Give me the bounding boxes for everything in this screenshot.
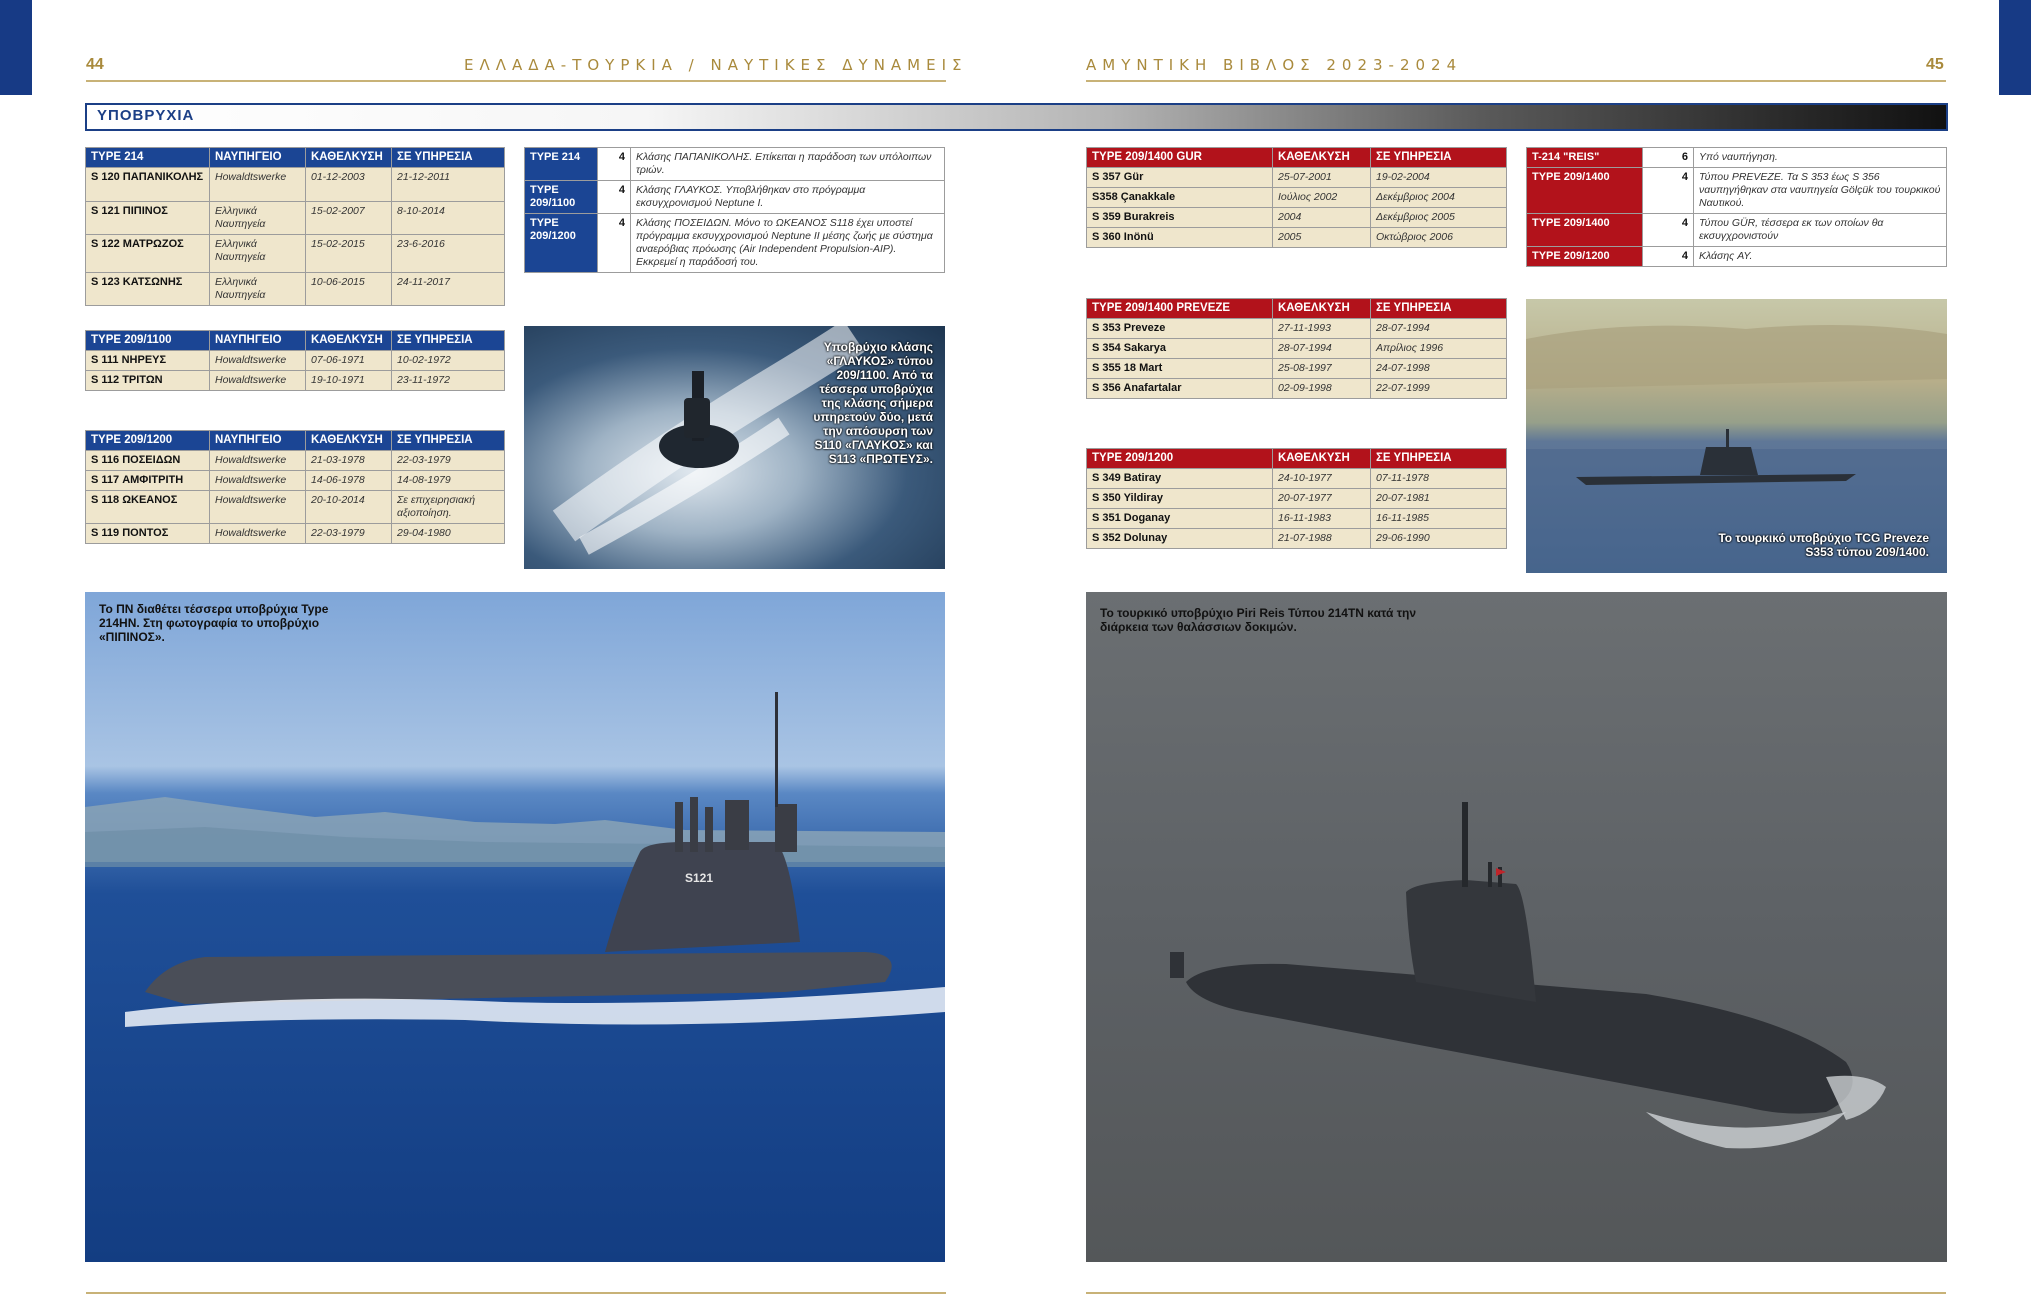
cell-launch: 2004: [1273, 208, 1371, 228]
col-header: ΚΑΘΕΛΚΥΣΗ: [1273, 148, 1371, 168]
pipinos-caption: Το ΠΝ διαθέτει τέσσερα υποβρύχια Type 214HN. Στη φωτογραφία το υποβρύχιο «ΠΙΠΙΝΟΣ».: [99, 602, 329, 644]
col-header: ΚΑΘΕΛΚΥΣΗ: [1273, 299, 1371, 319]
col-header: ΝΑΥΠΗΓΕΙΟ: [210, 331, 306, 351]
col-header: ΚΑΘΕΛΚΥΣΗ: [1273, 449, 1371, 469]
table-row: [525, 181, 945, 214]
cell-launch: 15-02-2015: [306, 235, 392, 273]
preveze-caption: Το τουρκικό υποβρύχιο TCG Preveze S353 τύπου 209/1400.: [1718, 531, 1929, 559]
table-row: [1087, 228, 1507, 248]
right-running-title: ΑΜΥΝΤΙΚΗ ΒΙΒΛΟΣ 2023-2024: [1086, 56, 1463, 74]
cell-launch: 02-09-1998: [1273, 379, 1371, 399]
cell-count: 6: [1643, 148, 1694, 168]
cell-name: S 112 ΤΡΙΤΩΝ: [86, 371, 210, 391]
cell-name: S 359 Burakreis: [1087, 208, 1273, 228]
cell-note: Τύπου GÜR, τέσσερα εκ των οποίων θα εκσυγχρονιστούν: [1694, 214, 1947, 247]
cell-note: Κλάσης ΠΟΣΕΙΔΩΝ. Μόνο το ΩΚΕΑΝΟΣ S118 έχει υποστεί πρόγραμμα εκσυγχρονισμού Neptune II μέσης ζωής με σύστημα αναερόβιας πρόωσης (Air Independent Propulsion-AIP). Εκκρεμεί η παράδοσή του.: [631, 214, 945, 273]
cell-name: S 357 Gür: [1087, 168, 1273, 188]
cell-service: 10-02-1972: [392, 351, 505, 371]
cell-launch: 15-02-2007: [306, 202, 392, 235]
cell-launch: 2005: [1273, 228, 1371, 248]
cell-name: S 355 18 Mart: [1087, 359, 1273, 379]
table-row: [1087, 359, 1507, 379]
cell-name: S 123 ΚΑΤΣΩΝΗΣ: [86, 273, 210, 306]
cell-service: 14-08-1979: [392, 471, 505, 491]
piri-reis-caption: Το τουρκικό υποβρύχιο Piri Reis Τύπου 214TN κατά την διάρκεια των θαλάσσιων δοκιμών.: [1100, 606, 1417, 634]
table-row: [86, 451, 505, 471]
table-header-row: [86, 148, 505, 168]
cell-name: S 350 Yildiray: [1087, 489, 1273, 509]
table-row: [1087, 188, 1507, 208]
cell-note: Κλάσης AY.: [1694, 247, 1947, 267]
cell-service: 22-03-1979: [392, 451, 505, 471]
cell-name: S 118 ΩΚΕΑΝΟΣ: [86, 491, 210, 524]
greek-type2091100-table: [85, 330, 505, 391]
cell-name: S 353 Preveze: [1087, 319, 1273, 339]
cell-count: 4: [598, 148, 631, 181]
right-corner-tab: [1999, 0, 2031, 95]
cell-launch: 01-12-2003: [306, 168, 392, 202]
glafkos-photo: [524, 326, 945, 569]
cell-service: 21-12-2011: [392, 168, 505, 202]
table-header-row: [1087, 148, 1507, 168]
table-header-row: [86, 431, 505, 451]
cell-type: T-214 "REIS": [1527, 148, 1643, 168]
cell-count: 4: [598, 214, 631, 273]
cell-launch: 21-07-1988: [1273, 529, 1371, 549]
cell-service: 07-11-1978: [1371, 469, 1507, 489]
cell-name: S358 Çanakkale: [1087, 188, 1273, 208]
table-row: [1087, 379, 1507, 399]
cell-launch: Ιούλιος 2002: [1273, 188, 1371, 208]
cell-service: 23-6-2016: [392, 235, 505, 273]
cell-launch: 07-06-1971: [306, 351, 392, 371]
cell-name: S 352 Dolunay: [1087, 529, 1273, 549]
table-header-row: [1087, 449, 1507, 469]
cell-service: 28-07-1994: [1371, 319, 1507, 339]
cell-launch: 19-10-1971: [306, 371, 392, 391]
submarine-pipinos-illustration: [85, 592, 945, 1262]
table-row: [1527, 247, 1947, 267]
cell-launch: 21-03-1978: [306, 451, 392, 471]
col-header: ΝΑΥΠΗΓΕΙΟ: [210, 148, 306, 168]
cell-service: 8-10-2014: [392, 202, 505, 235]
hull-marking: S121: [685, 871, 714, 885]
cell-count: 4: [1643, 247, 1694, 267]
table-row: [1087, 489, 1507, 509]
table-row: [1087, 168, 1507, 188]
cell-service: 20-07-1981: [1371, 489, 1507, 509]
cell-note: Υπό ναυπήγηση.: [1694, 148, 1947, 168]
turkish-summary-table: [1526, 147, 1947, 267]
table-row: [1527, 148, 1947, 168]
cell-launch: 10-06-2015: [306, 273, 392, 306]
cell-shipyard: Ελληνικά Ναυπηγεία: [210, 273, 306, 306]
cell-name: S 119 ΠΟΝΤΟΣ: [86, 524, 210, 544]
col-header: TYPE 209/1200: [86, 431, 210, 451]
table-row: [1087, 529, 1507, 549]
cell-shipyard: Howaldtswerke: [210, 168, 306, 202]
cell-type: TYPE 214: [525, 148, 598, 181]
cell-service: 24-07-1998: [1371, 359, 1507, 379]
table-row: [86, 491, 505, 524]
col-header: ΣΕ ΥΠΗΡΕΣΙΑ: [1371, 148, 1507, 168]
table-row: [1087, 469, 1507, 489]
table-row: [1087, 208, 1507, 228]
cell-name: S 122 ΜΑΤΡΩΖΟΣ: [86, 235, 210, 273]
col-header: TYPE 209/1400 PREVEZE: [1087, 299, 1273, 319]
cell-launch: 27-11-1993: [1273, 319, 1371, 339]
cell-name: S 120 ΠΑΠΑΝΙΚΟΛΗΣ: [86, 168, 210, 202]
table-row: [86, 371, 505, 391]
section-title: ΥΠΟΒΡΥΧΙΑ: [97, 107, 195, 124]
table-row: [1087, 509, 1507, 529]
cell-name: S 360 Inönü: [1087, 228, 1273, 248]
cell-service: 19-02-2004: [1371, 168, 1507, 188]
right-footer-rule: [1086, 1292, 1946, 1294]
cell-launch: 20-10-2014: [306, 491, 392, 524]
cell-name: S 121 ΠΙΠΙΝΟΣ: [86, 202, 210, 235]
table-row: [86, 235, 505, 273]
preveze-photo: [1526, 299, 1947, 573]
section-banner: [85, 103, 1948, 131]
table-row: [86, 273, 505, 306]
cell-service: 23-11-1972: [392, 371, 505, 391]
cell-launch: 28-07-1994: [1273, 339, 1371, 359]
cell-launch: 25-08-1997: [1273, 359, 1371, 379]
cell-launch: 16-11-1983: [1273, 509, 1371, 529]
piri-reis-photo: [1086, 592, 1947, 1262]
cell-service: 22-07-1999: [1371, 379, 1507, 399]
left-corner-tab: [0, 0, 32, 95]
table-row: [86, 471, 505, 491]
table-row: [1087, 319, 1507, 339]
cell-name: S 116 ΠΟΣΕΙΔΩΝ: [86, 451, 210, 471]
cell-service: Απρίλιος 1996: [1371, 339, 1507, 359]
cell-launch: 20-07-1977: [1273, 489, 1371, 509]
table-header-row: [1087, 299, 1507, 319]
col-header: ΣΕ ΥΠΗΡΕΣΙΑ: [1371, 449, 1507, 469]
left-page-number: 44: [86, 56, 104, 73]
cell-launch: 22-03-1979: [306, 524, 392, 544]
cell-service: 29-04-1980: [392, 524, 505, 544]
cell-name: S 117 ΑΜΦΙΤΡΙΤΗ: [86, 471, 210, 491]
col-header: TYPE 209/1200: [1087, 449, 1273, 469]
table-row: [86, 202, 505, 235]
col-header: ΝΑΥΠΗΓΕΙΟ: [210, 431, 306, 451]
greek-type214-table: [85, 147, 505, 306]
cell-shipyard: Howaldtswerke: [210, 524, 306, 544]
cell-count: 4: [1643, 168, 1694, 214]
table-row: [86, 168, 505, 202]
cell-launch: 24-10-1977: [1273, 469, 1371, 489]
table-row: [525, 148, 945, 181]
cell-type: TYPE 209/1200: [1527, 247, 1643, 267]
cell-name: S 111 ΝΗΡΕΥΣ: [86, 351, 210, 371]
col-header: ΣΕ ΥΠΗΡΕΣΙΑ: [392, 148, 505, 168]
left-running-title: ΕΛΛΑΔΑ-ΤΟΥΡΚΙΑ / ΝΑΥΤΙΚΕΣ ΔΥΝΑΜΕΙΣ: [464, 56, 968, 74]
greek-type2091200-table: [85, 430, 505, 544]
cell-shipyard: Ελληνικά Ναυπηγεία: [210, 202, 306, 235]
table-row: [525, 214, 945, 273]
greek-summary-table: [524, 147, 945, 273]
cell-note: Κλάσης ΓΛΑΥΚΟΣ. Υποβλήθηκαν στο πρόγραμμα εκσυγχρονισμού Neptune I.: [631, 181, 945, 214]
col-header: TYPE 214: [86, 148, 210, 168]
cell-type: TYPE 209/1400: [1527, 168, 1643, 214]
cell-count: 4: [598, 181, 631, 214]
cell-shipyard: Howaldtswerke: [210, 371, 306, 391]
col-header: ΚΑΘΕΛΚΥΣΗ: [306, 148, 392, 168]
cell-shipyard: Howaldtswerke: [210, 471, 306, 491]
cell-service: Δεκέμβριος 2004: [1371, 188, 1507, 208]
table-row: [1527, 214, 1947, 247]
cell-service: Οκτώβριος 2006: [1371, 228, 1507, 248]
cell-note: Κλάσης ΠΑΠΑΝΙΚΟΛΗΣ. Επίκειται η παράδοση των υπόλοιπων τριών.: [631, 148, 945, 181]
cell-service: Δεκέμβριος 2005: [1371, 208, 1507, 228]
cell-service: 29-06-1990: [1371, 529, 1507, 549]
cell-type: TYPE 209/1100: [525, 181, 598, 214]
cell-name: S 349 Batiray: [1087, 469, 1273, 489]
cell-name: S 356 Anafartalar: [1087, 379, 1273, 399]
table-row: [86, 524, 505, 544]
cell-note: Τύπου PREVEZE. Τα S 353 έως S 356 ναυπηγήθηκαν στα ναυπηγεία Gölçük του τουρκικού Ναυτικού.: [1694, 168, 1947, 214]
cell-name: S 354 Sakarya: [1087, 339, 1273, 359]
col-header: ΚΑΘΕΛΚΥΣΗ: [306, 431, 392, 451]
col-header: ΣΕ ΥΠΗΡΕΣΙΑ: [392, 331, 505, 351]
cell-shipyard: Ελληνικά Ναυπηγεία: [210, 235, 306, 273]
table-row: [1527, 168, 1947, 214]
col-header: ΚΑΘΕΛΚΥΣΗ: [306, 331, 392, 351]
submarine-piri-reis-illustration: [1086, 592, 1947, 1262]
right-page-number: 45: [1926, 56, 1944, 73]
cell-service: Σε επιχειρησιακή αξιοποίηση.: [392, 491, 505, 524]
turkish-type2091200-table: [1086, 448, 1507, 549]
table-row: [86, 351, 505, 371]
table-header-row: [86, 331, 505, 351]
col-header: TYPE 209/1400 GUR: [1087, 148, 1273, 168]
col-header: ΣΕ ΥΠΗΡΕΣΙΑ: [1371, 299, 1507, 319]
glafkos-caption: Υποβρύχιο κλάσης «ΓΛΑΥΚΟΣ» τύπου 209/1100. Από τα τέσσερα υποβρύχια της κλάσης σήμερα υπηρετούν δύο, μετά την απόσυρση των S110 «ΓΛΑΥΚΟΣ» και S113 «ΠΡΩΤΕΥΣ».: [813, 340, 933, 466]
cell-type: TYPE 209/1400: [1527, 214, 1643, 247]
cell-service: 16-11-1985: [1371, 509, 1507, 529]
cell-count: 4: [1643, 214, 1694, 247]
cell-service: 24-11-2017: [392, 273, 505, 306]
left-footer-rule: [86, 1292, 946, 1294]
turkish-gur-table: [1086, 147, 1507, 248]
col-header: TYPE 209/1100: [86, 331, 210, 351]
cell-shipyard: Howaldtswerke: [210, 351, 306, 371]
left-header-rule: [86, 80, 946, 82]
cell-name: S 351 Doganay: [1087, 509, 1273, 529]
pipinos-photo: [85, 592, 945, 1262]
right-header-rule: [1086, 80, 1946, 82]
cell-type: TYPE 209/1200: [525, 214, 598, 273]
cell-shipyard: Howaldtswerke: [210, 451, 306, 471]
cell-launch: 25-07-2001: [1273, 168, 1371, 188]
cell-launch: 14-06-1978: [306, 471, 392, 491]
cell-shipyard: Howaldtswerke: [210, 491, 306, 524]
table-row: [1087, 339, 1507, 359]
col-header: ΣΕ ΥΠΗΡΕΣΙΑ: [392, 431, 505, 451]
turkish-preveze-table: [1086, 298, 1507, 399]
